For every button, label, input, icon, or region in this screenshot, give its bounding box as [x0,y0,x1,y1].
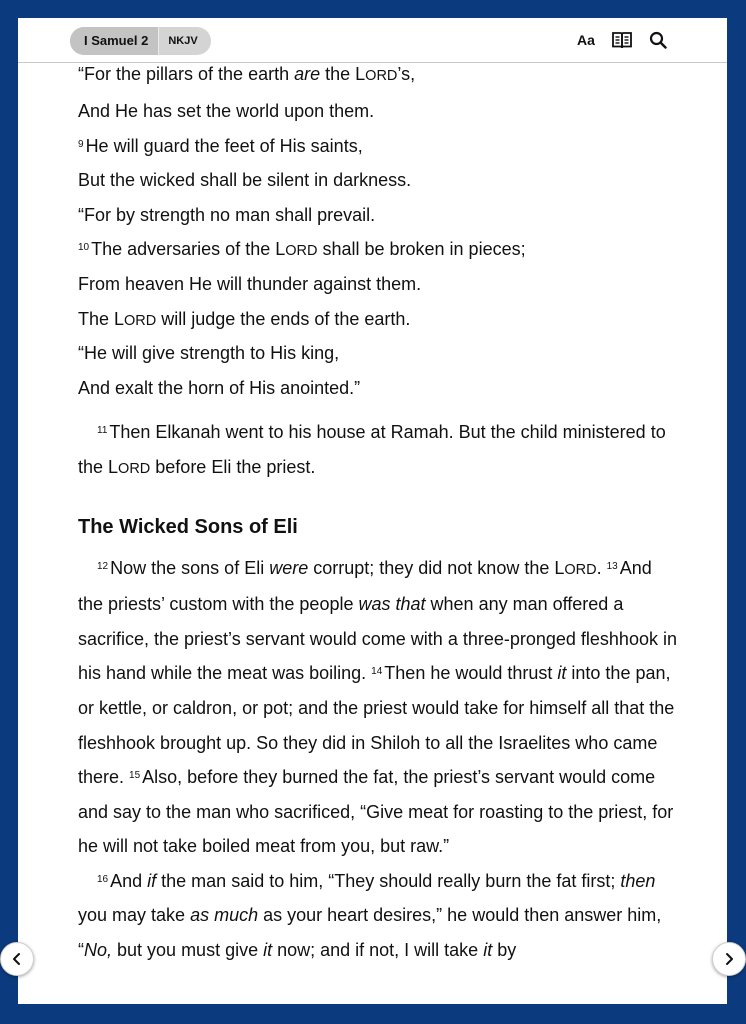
verse-number[interactable]: 10 [78,242,90,254]
chevron-right-icon [722,952,736,966]
paragraph: $^{12}$ Now the sons of Eli were corrupt; they did not know the LORD. $^{13}$ And the priests’ custom with the people was that when any man offered a sacrifice, the priest’s servant would come with a three-pronged fleshhook in his hand while the meat was boiling. $^{14}$ Then he would thrust it into the pan, or kettle, or caldron, or pot; and the priest would take for himself all that the fleshhook brought up. So they did in Shiloh to all the Israelites who came there. $^{15}$ Also, before they burned the fat, the priest’s servant would come and say to the man who sacrificed, “Give meat for roasting to the priest, for he will not take boiled meat from you, but raw.” [78,557,677,857]
small-caps-text: ORD [124,312,157,329]
passage-selector[interactable] [70,27,211,55]
verse-number[interactable]: 14 [371,666,383,678]
chevron-left-icon [10,952,24,966]
top-bar [18,18,727,63]
book-chapter-button[interactable]: I Samuel 2 [70,27,159,55]
italic-text: No, [84,940,113,961]
small-caps-text: ORD [365,68,398,84]
poetry-line: But the wicked shall be silent in darkness. [78,170,412,191]
poetry-line: “For by strength no man shall prevail. [78,204,376,225]
italic-text: it [557,663,567,684]
poetry-line: And exalt the horn of His anointed.” [78,377,361,398]
poetry-block [78,62,678,405]
section-heading: The Wicked Sons of Eli [78,515,298,538]
poetry-line: $^9$ He will guard the feet of His saints, [78,135,363,156]
scripture-text [78,62,678,968]
verse-number[interactable]: 16 [97,873,109,885]
italic-text: are [294,64,321,84]
italic-text: then [620,870,656,891]
small-caps-text: ORD [564,561,597,578]
small-caps-text: ORD [118,460,151,477]
paragraph: $^{16}$ And if the man said to him, “They should really burn the fat first; then you may take as much as your heart desires,” he would then answer him, “No, but you must give it now; and if not, I will take it by [78,870,662,961]
poetry-line: “For the pillars of the earth are the LORD’s, [78,64,416,84]
book-icon[interactable] [611,29,633,51]
reader-page [18,18,727,1004]
text-size-icon[interactable]: Aa [577,32,595,48]
verse-number[interactable]: 9 [78,138,84,150]
italic-text: were [269,557,309,578]
verse-number[interactable]: 15 [129,770,141,782]
poetry-line: The LORD will judge the ends of the earth. [78,308,411,329]
verse-number[interactable]: 12 [97,560,109,572]
verse-number[interactable]: 11 [97,425,108,437]
poetry-line: “He will give strength to His king, [78,343,340,364]
poetry-line: From heaven He will thunder against them. [78,273,422,294]
next-chapter-button[interactable] [712,942,746,976]
paragraph: $^{11}$ Then Elkanah went to his house at Ramah. But the child ministered to the LORD before Eli the priest. [78,422,666,477]
verse-number[interactable]: 13 [606,560,618,572]
italic-text: as much [190,905,259,926]
small-caps-text: ORD [285,243,318,260]
toolbar [575,29,669,51]
previous-chapter-button[interactable] [0,942,34,976]
search-icon[interactable] [647,29,669,51]
poetry-line: $^{10}$ The adversaries of the LORD shall be broken in pieces; [78,239,526,260]
italic-text: it [483,940,493,961]
version-button[interactable]: NKJV [168,35,198,47]
poetry-line: And He has set the world upon them. [78,101,375,121]
italic-text: it [263,940,273,961]
italic-text: was that [358,594,426,615]
italic-text: if [147,870,157,891]
